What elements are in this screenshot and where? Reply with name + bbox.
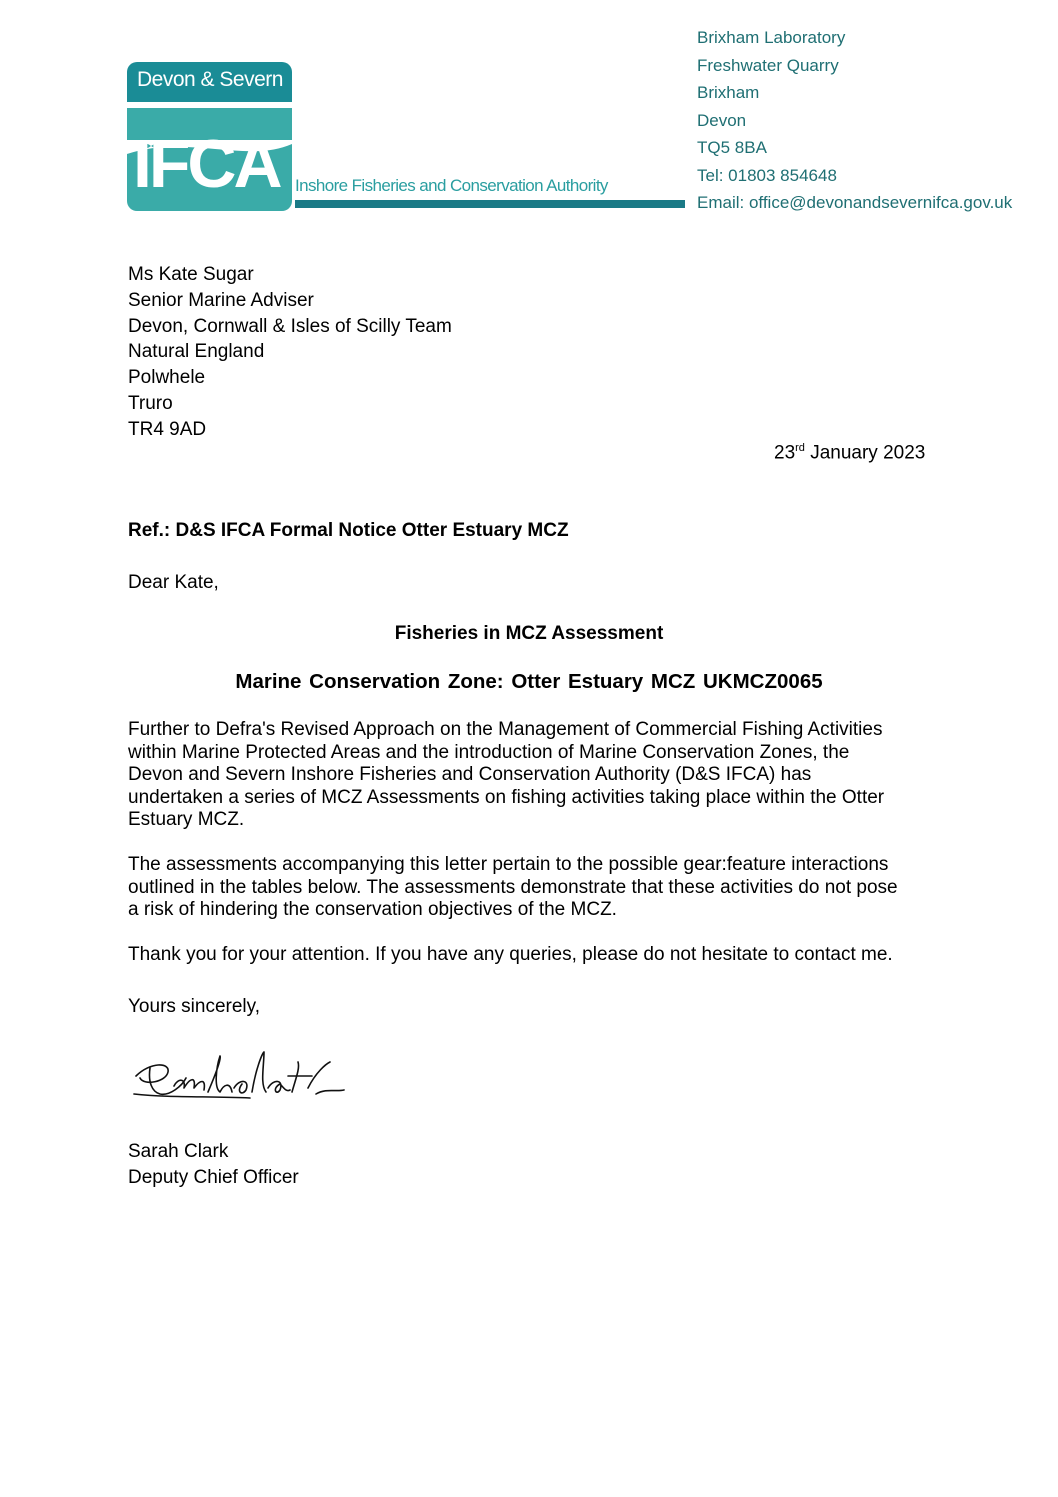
logo-tagline: Inshore Fisheries and Conservation Authority <box>295 176 608 195</box>
heading-assessment: Fisheries in MCZ Assessment <box>394 623 664 644</box>
heading-mcz: Marine Conservation Zone: Otter Estuary MCZ UKMCZ0065 <box>235 670 823 693</box>
paragraph-line: a risk of hindering the conservation objectives of the MCZ. <box>128 899 617 921</box>
recipient-line: Senior Marine Adviser <box>128 289 314 311</box>
recipient-line: Polwhele <box>128 367 206 389</box>
paragraph-line: outlined in the tables below. The assessments demonstrate that these activities do not pose <box>128 876 898 898</box>
date-suffix: rd <box>795 442 805 454</box>
logo-main-box <box>127 108 292 211</box>
recipient-address <box>128 262 452 443</box>
address-line: Freshwater Quarry <box>697 55 839 75</box>
salutation: Dear Kate, <box>128 572 219 593</box>
address-line: Brixham Laboratory <box>697 28 846 47</box>
recipient-line: Ms Kate Sugar <box>128 264 254 285</box>
recipient-line: Natural England <box>128 341 265 363</box>
paragraph-assessments <box>128 854 928 922</box>
paragraph-line: Estuary MCZ. <box>128 809 245 831</box>
paragraph-line: within Marine Protected Areas and the introduction of Marine Conservation Zones, the <box>128 741 850 763</box>
closing: Yours sincerely, <box>128 996 261 1017</box>
address-line: Brixham <box>697 83 760 102</box>
signer-title: Deputy Chief Officer <box>128 1166 299 1188</box>
logo-top-text: Devon & Severn <box>137 68 283 91</box>
address-line: TQ5 8BA <box>697 138 767 157</box>
recipient-line: Truro <box>128 392 173 414</box>
logo-main-text: IFCA <box>133 126 280 202</box>
paragraph-thanks: Thank you for your attention. If you have any queries, please do not hesitate to contact me. <box>128 944 893 965</box>
signer-block <box>128 1139 299 1191</box>
paragraph-line: undertaken a series of MCZ Assessments on fishing activities taking place within the Otter <box>128 786 885 808</box>
sender-address <box>697 24 1012 217</box>
logo-top-band <box>127 62 292 102</box>
date-rest: January 2023 <box>804 442 926 464</box>
logo-rule <box>295 200 685 208</box>
signer-name: Sarah Clark <box>128 1141 229 1162</box>
recipient-line: Devon, Cornwall & Isles of Scilly Team <box>128 315 452 337</box>
organisation-logo <box>127 62 687 212</box>
paragraph-line: Further to Defra's Revised Approach on the Management of Commercial Fishing Activities <box>128 719 883 740</box>
letter-date <box>774 442 925 464</box>
paragraph-line: Devon and Severn Inshore Fisheries and Conservation Authority (D&S IFCA) has <box>128 764 812 786</box>
paragraph-line: The assessments accompanying this letter pertain to the possible gear:feature interactions <box>128 854 889 875</box>
handwritten-signature <box>130 1048 350 1108</box>
reference-line: Ref.: D&S IFCA Formal Notice Otter Estuary MCZ <box>128 520 569 541</box>
recipient-line: TR4 9AD <box>128 418 207 440</box>
address-email: Email: office@devonandsevernifca.gov.uk <box>697 193 1013 212</box>
paragraph-intro <box>128 719 928 832</box>
date-day: 23 <box>774 442 796 464</box>
address-phone: Tel: 01803 854648 <box>697 165 837 185</box>
address-line: Devon <box>697 110 747 130</box>
